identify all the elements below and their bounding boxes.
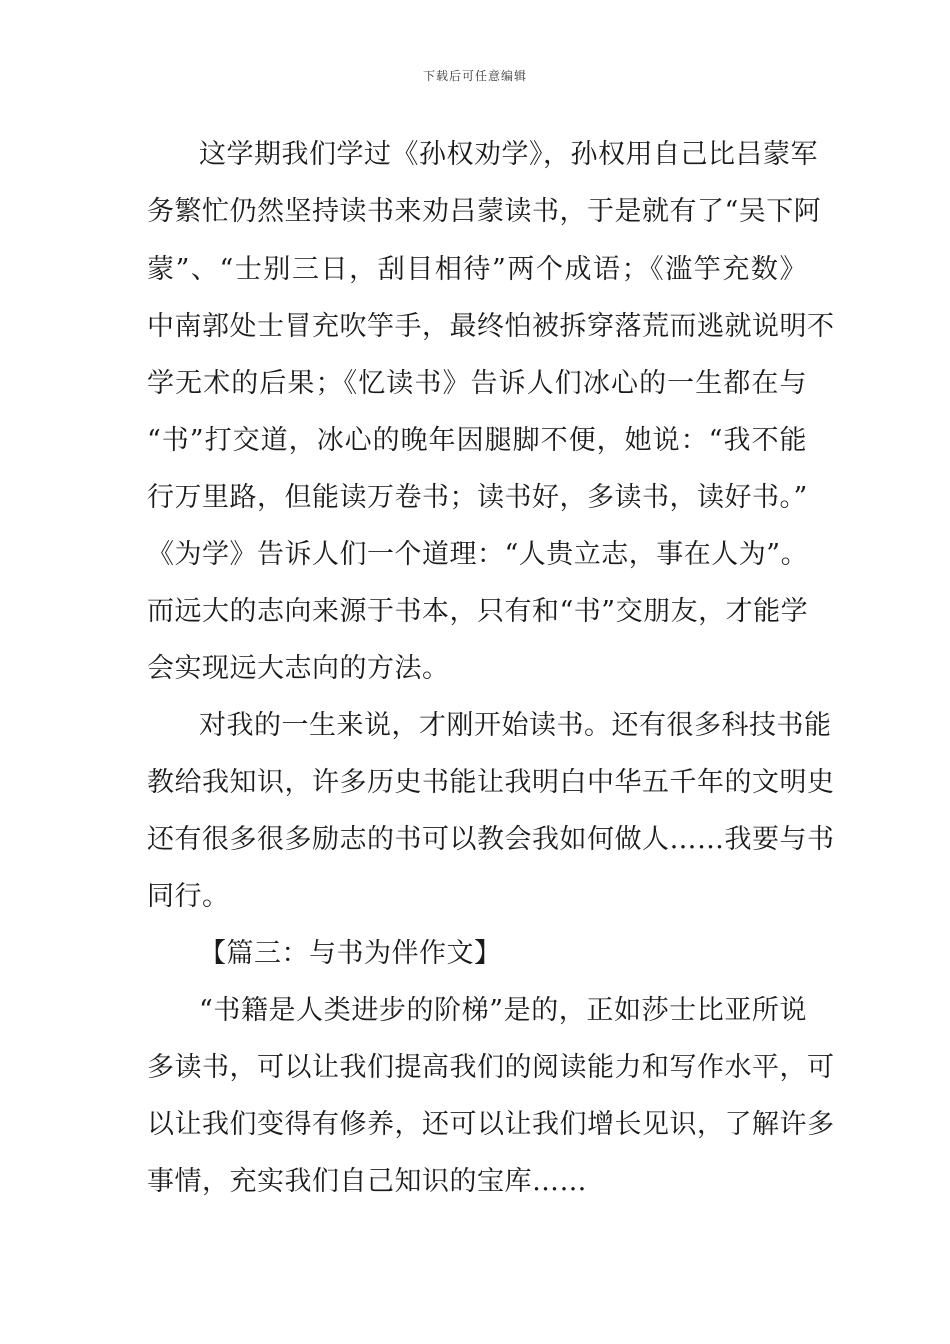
text-line: 对我的一生来说，才刚开始读书。还有很多科技书能 bbox=[199, 710, 832, 741]
text-line: 《为学》告诉人们一个道理：“人贵立志，事在人为”。 bbox=[147, 539, 809, 570]
text-line: 蒙”、“士别三日，刮目相待”两个成语；《滥竽充数》 bbox=[147, 254, 807, 285]
text-line: 这学期我们学过《孙权劝学》，孙权用自己比吕蒙军 bbox=[199, 139, 818, 170]
text-line: 而远大的志向来源于书本，只有和“书”交朋友，才能学 bbox=[147, 596, 809, 627]
text-line: “书籍是人类进步的阶梯”是的，正如莎士比亚所说 bbox=[199, 995, 807, 1026]
text-line: 学无术的后果；《忆读书》告诉人们冰心的一生都在与 bbox=[147, 368, 807, 399]
text-line: 同行。 bbox=[147, 881, 230, 912]
text-line: “书”打交道，冰心的晚年因腿脚不便，她说：“我不能 bbox=[147, 425, 807, 456]
text-line: 多读书，可以让我们提高我们的阅读能力和写作水平，可 bbox=[147, 1052, 835, 1083]
text-line: 行万里路，但能读万卷书；读书好，多读书，读好书。” bbox=[147, 482, 808, 513]
section-heading: 【篇三：与书为伴作文】 bbox=[199, 938, 502, 969]
text-line: 会实现远大志向的方法。 bbox=[147, 653, 450, 684]
text-line: 中南郭处士冒充吹竽手，最终怕被拆穿落荒而逃就说明不 bbox=[147, 311, 835, 342]
page-header-note: 下载后可任意编辑 bbox=[422, 69, 527, 83]
text-line: 还有很多很多励志的书可以教会我如何做人……我要与书 bbox=[147, 824, 835, 855]
text-line: 事情，充实我们自己知识的宝库…… bbox=[147, 1166, 587, 1197]
text-line: 教给我知识，许多历史书能让我明白中华五千年的文明史 bbox=[147, 767, 835, 798]
text-line: 务繁忙仍然坚持读书来劝吕蒙读书，于是就有了“吴下阿 bbox=[147, 196, 822, 227]
text-line: 以让我们变得有修养，还可以让我们增长见识，了解许多 bbox=[147, 1109, 835, 1140]
